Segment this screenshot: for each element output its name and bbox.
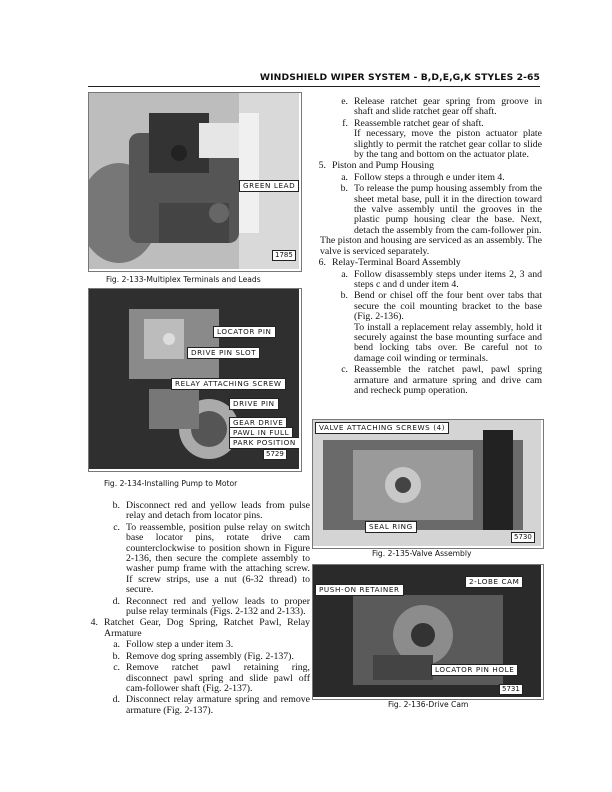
figure-number-1785: 1785 <box>272 250 296 261</box>
item-4: 4. Ratchet Gear, Dog Spring, Ratchet Pawl, Relay Armature <box>90 617 310 639</box>
callout-drive-pin-slot: DRIVE PIN SLOT <box>187 347 260 359</box>
figure-2-135-photo <box>313 420 541 546</box>
figure-number-5729: 5729 <box>263 449 287 460</box>
figure-2-134-caption: Fig. 2-134-Installing Pump to Motor <box>104 479 238 488</box>
callout-relay-attaching-screw: RELAY ATTACHING SCREW <box>171 378 286 390</box>
step-3e: e. Release ratchet gear spring from groove in shaft and slide ratchet gear off shaft. <box>341 96 542 118</box>
figure-2-135-caption: Fig. 2-135-Valve Assembly <box>372 549 472 558</box>
figure-2-134-photo <box>89 289 299 469</box>
left-column-text <box>84 500 310 716</box>
callout-seal-ring: SEAL RING <box>365 521 417 533</box>
item-6: 6. Relay-Terminal Board Assembly <box>318 257 461 269</box>
step-6c: c. Reassemble the ratchet pawl, pawl spring armature and armature spring and drive cam and recheck pump operation. <box>341 364 542 396</box>
step-3d: d. Reconnect red and yellow leads to proper pulse relay terminals (Figs. 2-132 and 2-133). <box>112 595 310 618</box>
valve-assembly-illustration <box>313 420 541 546</box>
callout-drive-pin: DRIVE PIN <box>229 398 279 410</box>
step-5a: a. Follow steps a through e under item 4. <box>341 171 505 183</box>
step-3c: c. To reassemble, position pulse relay on switch base locator pins, rotate drive cam counterclockwise to position shown in Figure 2-136, then secure the complete assembly to washer pump frame with the attaching screw. If screw strips, use a nut (6-32 thread) to secure. <box>113 521 310 596</box>
callout-push-on-retainer: PUSH-ON RETAINER <box>315 584 404 596</box>
step-6b-note: To install a replacement relay assembly, hold it securely against the base mounting surface and bend locking tabs over. Be careful not to damage coil winding or terminals. <box>354 321 542 364</box>
callout-green-lead: GREEN LEAD <box>239 180 299 192</box>
figure-2-136-caption: Fig. 2-136-Drive Cam <box>388 700 469 709</box>
step-3f-note: If necessary, move the piston actuator plate slightly to permit the ratchet gear collar to slide by the tang and bottom on the actuator plate. <box>354 128 542 161</box>
step-4c: c. Remove ratchet pawl retaining ring, disconnect pawl spring and slide pawl off cam-follower shaft (Fig. 2-137). <box>113 662 310 694</box>
step-4a: a. Follow step a under item 3. <box>113 639 234 651</box>
step-6b: b. Bend or chisel off the four bent over tabs that secure the coil mounting bracket to the base (Fig. 2-136). <box>340 290 542 323</box>
step-6a: a. Follow disassembly steps under items 2, 3 and steps c and d under item 4. <box>341 268 542 290</box>
figure-2-133-caption: Fig. 2-133-Multiplex Terminals and Leads <box>106 275 261 284</box>
figure-2-136-photo <box>313 565 541 697</box>
callout-gear-drive: GEAR DRIVE <box>229 417 287 429</box>
callout-valve-attaching-screws: VALVE ATTACHING SCREWS (4) <box>315 422 449 434</box>
page-header <box>88 72 540 87</box>
step-4b: b. Remove dog spring assembly (Fig. 2-137). <box>112 650 294 662</box>
step-3f: f. Reassemble ratchet gear of shaft. <box>342 117 484 129</box>
callout-park-position: PARK POSITION <box>229 437 299 449</box>
step-4d: d. Disconnect relay armature spring and remove armature (Fig. 2-137). <box>112 694 310 716</box>
callout-locator-pin: LOCATOR PIN <box>213 326 276 338</box>
step-5b: b. To release the pump housing assembly from the sheet metal base, pull it in the direction toward the valve assembly until the grooves in the plastic pump housing clear the base. Next, detach the assembly from the cam-follower pin. <box>340 183 542 236</box>
item-5-note: The piston and housing are serviced as an assembly. The valve is serviced separately. <box>320 235 542 257</box>
figure-number-5731: 5731 <box>499 684 523 695</box>
callout-locator-pin-hole: LOCATOR PIN HOLE <box>431 664 518 676</box>
callout-pawl-in-full: PAWL IN FULL <box>229 427 293 439</box>
right-column-text <box>312 96 542 396</box>
item-5: 5. Piston and Pump Housing <box>318 160 435 172</box>
figure-number-5730: 5730 <box>511 532 535 543</box>
callout-2-lobe-cam: 2-LOBE CAM <box>465 576 523 588</box>
figure-2-133-photo <box>89 93 299 269</box>
step-3b: b. Disconnect red and yellow leads from pulse relay and detach from locator pins. <box>112 500 310 522</box>
page-title: WINDSHIELD WIPER SYSTEM - B,D,E,G,K STYLES 2-65 <box>259 72 540 83</box>
